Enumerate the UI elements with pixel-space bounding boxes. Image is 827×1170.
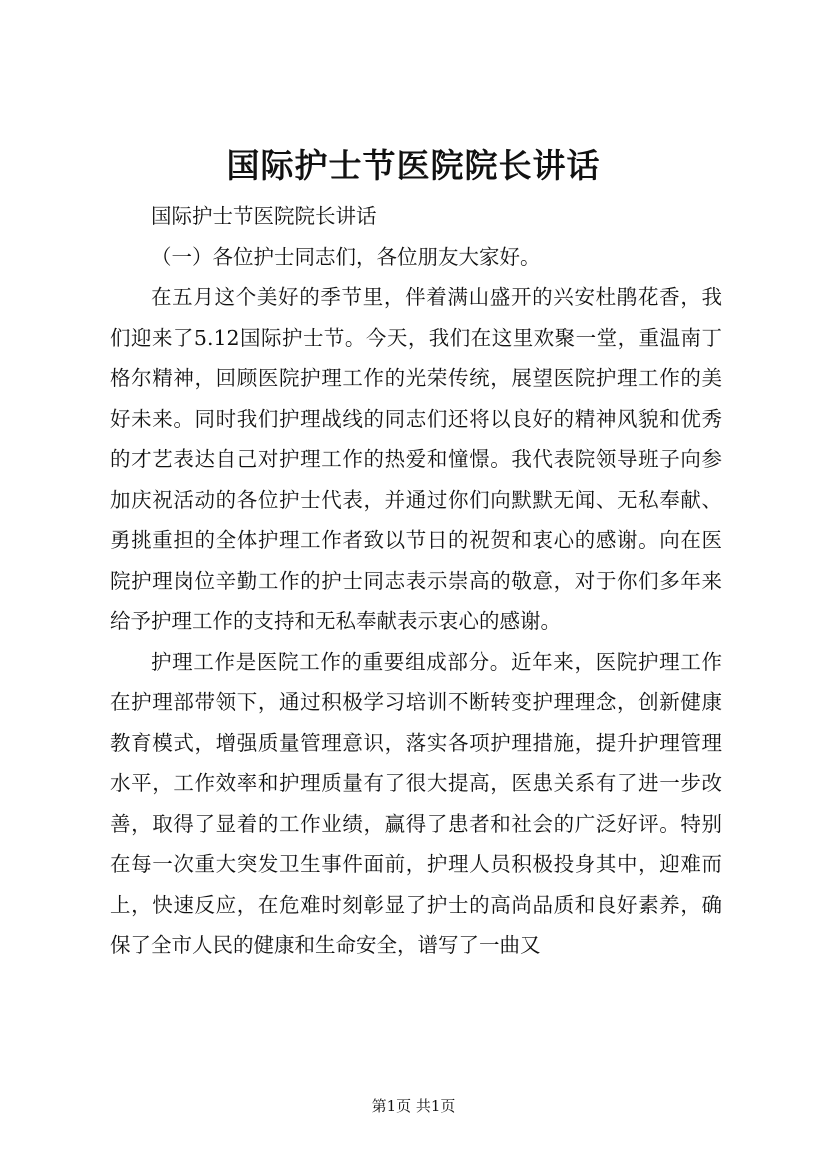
subtitle-paragraph: 国际护士节医院院长讲话 <box>151 204 377 228</box>
page-footer: 第1页 共1页 <box>371 1097 456 1115</box>
body-paragraph-2: 护理工作是医院工作的重要组成部分。近年来，医院护理工作在护理部带领下，通过积极学习培训不断转变护理理念，创新健康教育模式，增强质量管理意识，落实各项护理措施，提升护理管理水平，工作效率和护理质量有了很大提高，医患关系有了进一步改善，取得了显着的工作业绩，赢得了患者和社会的广泛好评。特别在每一次重大突发卫生事件面前，护理人员积极投身其中，迎难而上，快速反应，在危难时刻彰显了护士的高尚品质和良好素养，确保了全市人民的健康和生命安全，谱写了一曲又 <box>110 649 722 957</box>
body-paragraph-1: 在五月这个美好的季节里，伴着满山盛开的兴安杜鹃花香，我们迎来了5.12国际护士节。今天，我们在这里欢聚一堂，重温南丁格尔精神，回顾医院护理工作的光荣传统，展望医院护理工作的美好未来。同时我们护理战线的同志们还将以良好的精神风貌和优秀的才艺表达自己对护理工作的热爱和憧憬。我代表院领导班子向参加庆祝活动的各位护士代表，并通过你们向默默无闻、无私奉献、勇挑重担的全体护理工作者致以节日的祝贺和衷心的感谢。向在医院护理岗位辛勤工作的护士同志表示崇高的敬意，对于你们多年来给予护理工作的支持和无私奉献表示衷心的感谢。 <box>110 285 722 633</box>
document-body <box>110 196 722 966</box>
document-title: 国际护士节医院院长讲话 <box>226 146 601 185</box>
greeting-paragraph: （一）各位护士同志们，各位朋友大家好。 <box>151 244 541 269</box>
